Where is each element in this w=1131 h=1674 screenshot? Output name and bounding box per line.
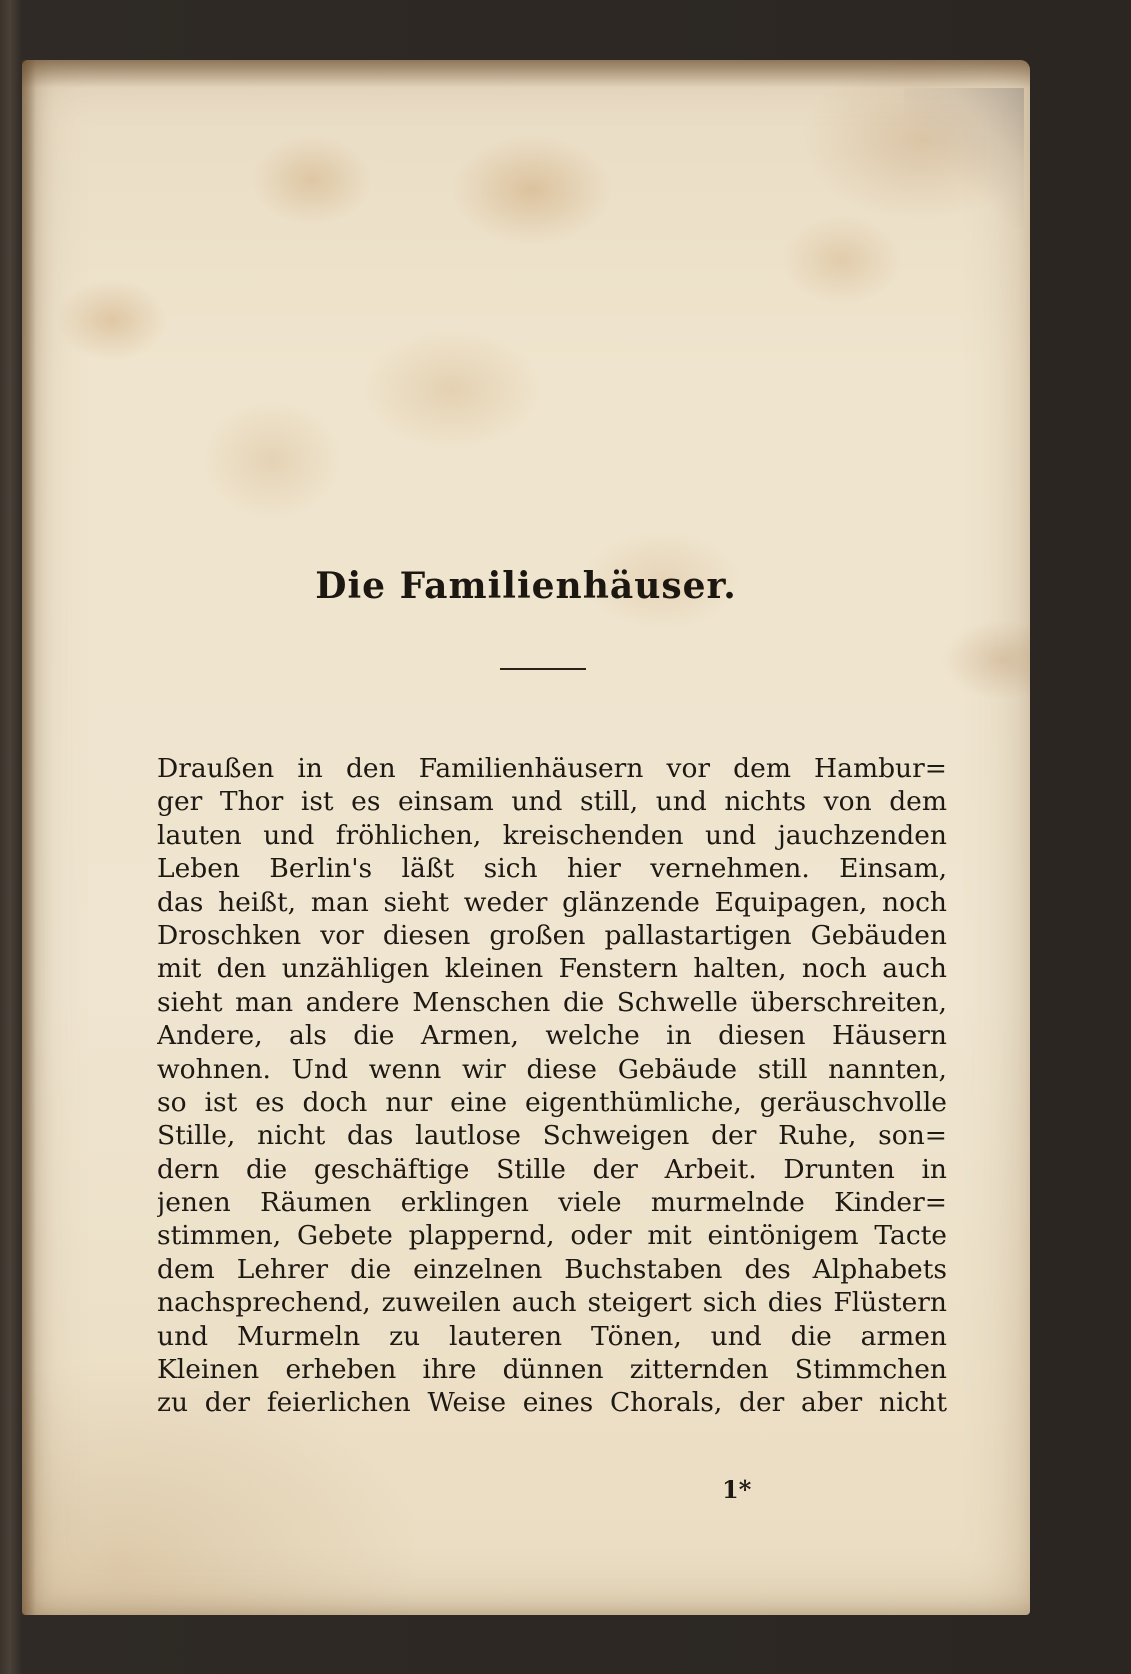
text-line: ger Thor ist es einsam und still, und nichts von dem: [157, 786, 947, 818]
signature-mark: 1*: [722, 1475, 752, 1504]
text-line: Draußen in den Familienhäusern vor dem Hambur=: [157, 753, 947, 784]
text-line: jenen Räumen erklingen viele murmelnde Kinder=: [157, 1187, 947, 1219]
page-gutter-shadow: [22, 60, 36, 1615]
text-line: zu der feierlichen Weise eines Chorals, der aber nicht: [157, 1387, 947, 1419]
chapter-title: Die Familienhäuser.: [315, 565, 737, 607]
text-line: dern die geschäftige Stille der Arbeit. Drunten in: [157, 1153, 947, 1185]
book-page: [22, 60, 1030, 1615]
text-line: wohnen. Und wenn wir diese Gebäude still nannten,: [157, 1053, 947, 1085]
text-line: das heißt, man sieht weder glänzende Equipagen, noch: [157, 886, 947, 918]
text-line: Stille, nicht das lautlose Schweigen der Ruhe, son=: [157, 1120, 947, 1152]
text-line: dem Lehrer die einzelnen Buchstaben des Alphabets: [157, 1253, 947, 1285]
page-top-edge-shadow: [22, 60, 1030, 88]
text-line: nachsprechend, zuweilen auch steigert sich dies Flüstern: [157, 1287, 947, 1319]
title-divider-rule: [500, 668, 586, 670]
text-line: sieht man andere Menschen die Schwelle überschreiten,: [157, 986, 947, 1018]
text-line: lauten und fröhlichen, kreischenden und jauchzenden: [157, 819, 947, 851]
text-line: und Murmeln zu lauteren Tönen, und die armen: [157, 1320, 947, 1352]
text-line: so ist es doch nur eine eigenthümliche, geräuschvolle: [157, 1086, 947, 1118]
text-line: stimmen, Gebete plappernd, oder mit eintönigem Tacte: [157, 1220, 947, 1252]
text-line: Kleinen erheben ihre dünnen zitternden Stimmchen: [157, 1354, 947, 1386]
worn-page-corner: [904, 88, 1024, 228]
body-paragraph: [157, 752, 947, 1420]
text-line: Andere, als die Armen, welche in diesen Häusern: [157, 1020, 947, 1052]
text-line: mit den unzähligen kleinen Fenstern halten, noch auch: [157, 953, 947, 985]
text-line: Droschken vor diesen großen pallastartigen Gebäuden: [157, 919, 947, 951]
text-line: Leben Berlin's läßt sich hier vernehmen. Einsam,: [157, 853, 947, 885]
